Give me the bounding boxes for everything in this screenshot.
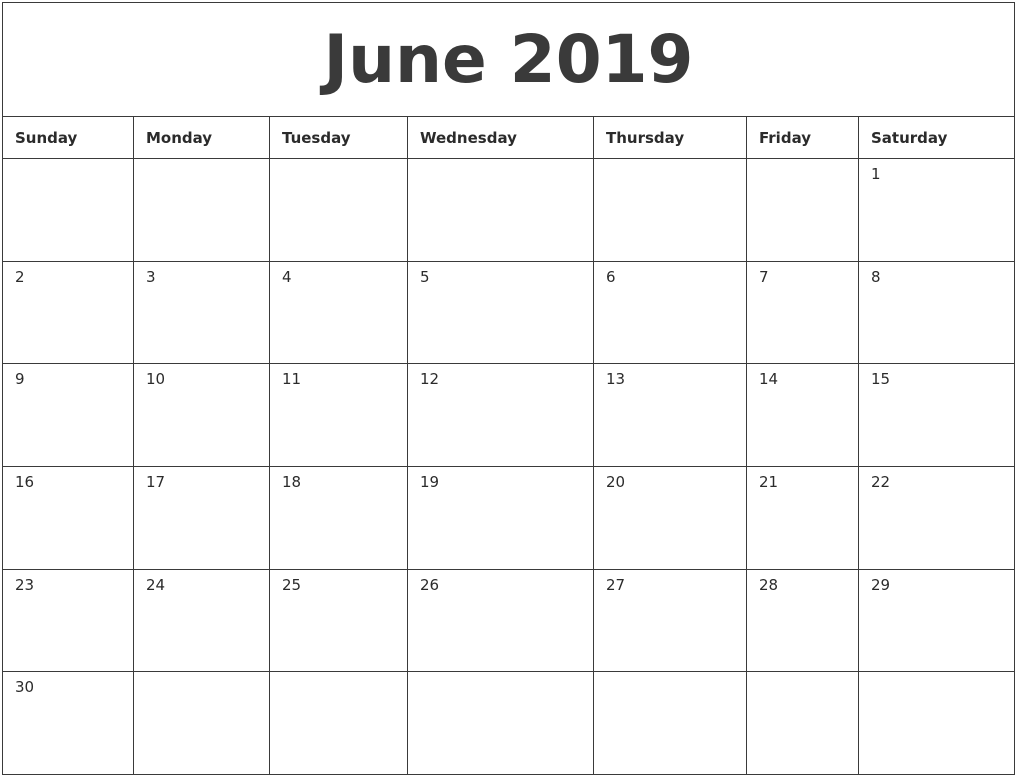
day-cell[interactable] — [859, 262, 1014, 364]
weekday-header-row — [3, 117, 1014, 159]
calendar-week-row — [3, 159, 1014, 262]
weekday-header-wednesday: Wednesday — [408, 117, 594, 158]
day-number: 15 — [871, 370, 891, 389]
day-number: 14 — [759, 370, 779, 389]
day-number: 23 — [15, 575, 35, 594]
day-number: 9 — [15, 370, 25, 389]
day-cell[interactable] — [408, 467, 594, 569]
day-cell[interactable] — [3, 262, 134, 364]
day-number: 7 — [759, 267, 769, 286]
weekday-header-tuesday: Tuesday — [270, 117, 408, 158]
day-cell[interactable] — [747, 159, 859, 261]
day-cell[interactable] — [408, 159, 594, 261]
page-title: June 2019 — [323, 20, 694, 98]
day-number: 4 — [282, 267, 292, 286]
day-cell[interactable] — [134, 364, 270, 466]
day-cell[interactable] — [408, 570, 594, 672]
day-cell[interactable] — [408, 672, 594, 774]
day-number: 2 — [15, 267, 25, 286]
day-cell[interactable] — [134, 672, 270, 774]
day-number: 19 — [420, 473, 440, 492]
day-cell[interactable] — [594, 159, 747, 261]
day-cell[interactable] — [270, 467, 408, 569]
day-cell[interactable] — [859, 570, 1014, 672]
day-number: 26 — [420, 575, 440, 594]
day-number: 12 — [420, 370, 440, 389]
day-cell[interactable] — [3, 672, 134, 774]
calendar-title-bar — [3, 3, 1014, 117]
day-number: 11 — [282, 370, 302, 389]
calendar-week-row — [3, 364, 1014, 467]
day-cell[interactable] — [594, 672, 747, 774]
day-cell[interactable] — [3, 159, 134, 261]
calendar-week-row — [3, 570, 1014, 673]
weekday-header-monday: Monday — [134, 117, 270, 158]
day-cell[interactable] — [859, 364, 1014, 466]
day-cell[interactable] — [134, 262, 270, 364]
day-cell[interactable] — [3, 364, 134, 466]
day-cell[interactable] — [747, 672, 859, 774]
day-cell[interactable] — [270, 159, 408, 261]
day-number: 20 — [606, 473, 626, 492]
weekday-header-thursday: Thursday — [594, 117, 747, 158]
weekday-header-saturday: Saturday — [871, 128, 948, 147]
day-cell[interactable] — [747, 570, 859, 672]
day-cell[interactable] — [859, 467, 1014, 569]
day-cell[interactable] — [594, 262, 747, 364]
weekday-header-sunday: Sunday — [3, 117, 134, 158]
calendar-week-row — [3, 262, 1014, 365]
day-cell[interactable] — [270, 570, 408, 672]
day-number: 18 — [282, 473, 302, 492]
day-number: 29 — [871, 575, 891, 594]
day-cell[interactable] — [859, 672, 1014, 774]
day-number: 5 — [420, 267, 430, 286]
weekday-header-friday: Friday — [747, 117, 859, 158]
day-cell[interactable] — [859, 159, 1014, 261]
day-number: 21 — [759, 473, 779, 492]
day-cell[interactable] — [3, 467, 134, 569]
day-number: 10 — [146, 370, 166, 389]
day-number: 27 — [606, 575, 626, 594]
day-cell[interactable] — [408, 262, 594, 364]
day-number: 13 — [606, 370, 626, 389]
day-cell[interactable] — [594, 364, 747, 466]
day-number: 24 — [146, 575, 166, 594]
day-number: 22 — [871, 473, 891, 492]
day-cell[interactable] — [270, 364, 408, 466]
day-cell[interactable] — [747, 364, 859, 466]
day-cell[interactable] — [134, 159, 270, 261]
day-cell[interactable] — [594, 570, 747, 672]
calendar-weeks — [3, 159, 1014, 774]
day-cell[interactable] — [134, 467, 270, 569]
calendar — [2, 2, 1015, 775]
day-cell[interactable] — [594, 467, 747, 569]
day-cell[interactable] — [134, 570, 270, 672]
day-number: 28 — [759, 575, 779, 594]
day-number: 6 — [606, 267, 616, 286]
day-cell[interactable] — [747, 467, 859, 569]
day-number: 25 — [282, 575, 302, 594]
day-cell[interactable] — [3, 570, 134, 672]
day-number: 30 — [15, 678, 35, 697]
day-number: 1 — [871, 165, 881, 183]
day-number: 3 — [146, 267, 156, 286]
day-cell[interactable] — [270, 672, 408, 774]
day-number: 16 — [15, 473, 35, 492]
calendar-week-row — [3, 467, 1014, 570]
day-number: 17 — [146, 473, 166, 492]
calendar-week-row — [3, 672, 1014, 774]
day-cell[interactable] — [408, 364, 594, 466]
day-cell[interactable] — [747, 262, 859, 364]
day-cell[interactable] — [270, 262, 408, 364]
day-number: 8 — [871, 267, 881, 286]
